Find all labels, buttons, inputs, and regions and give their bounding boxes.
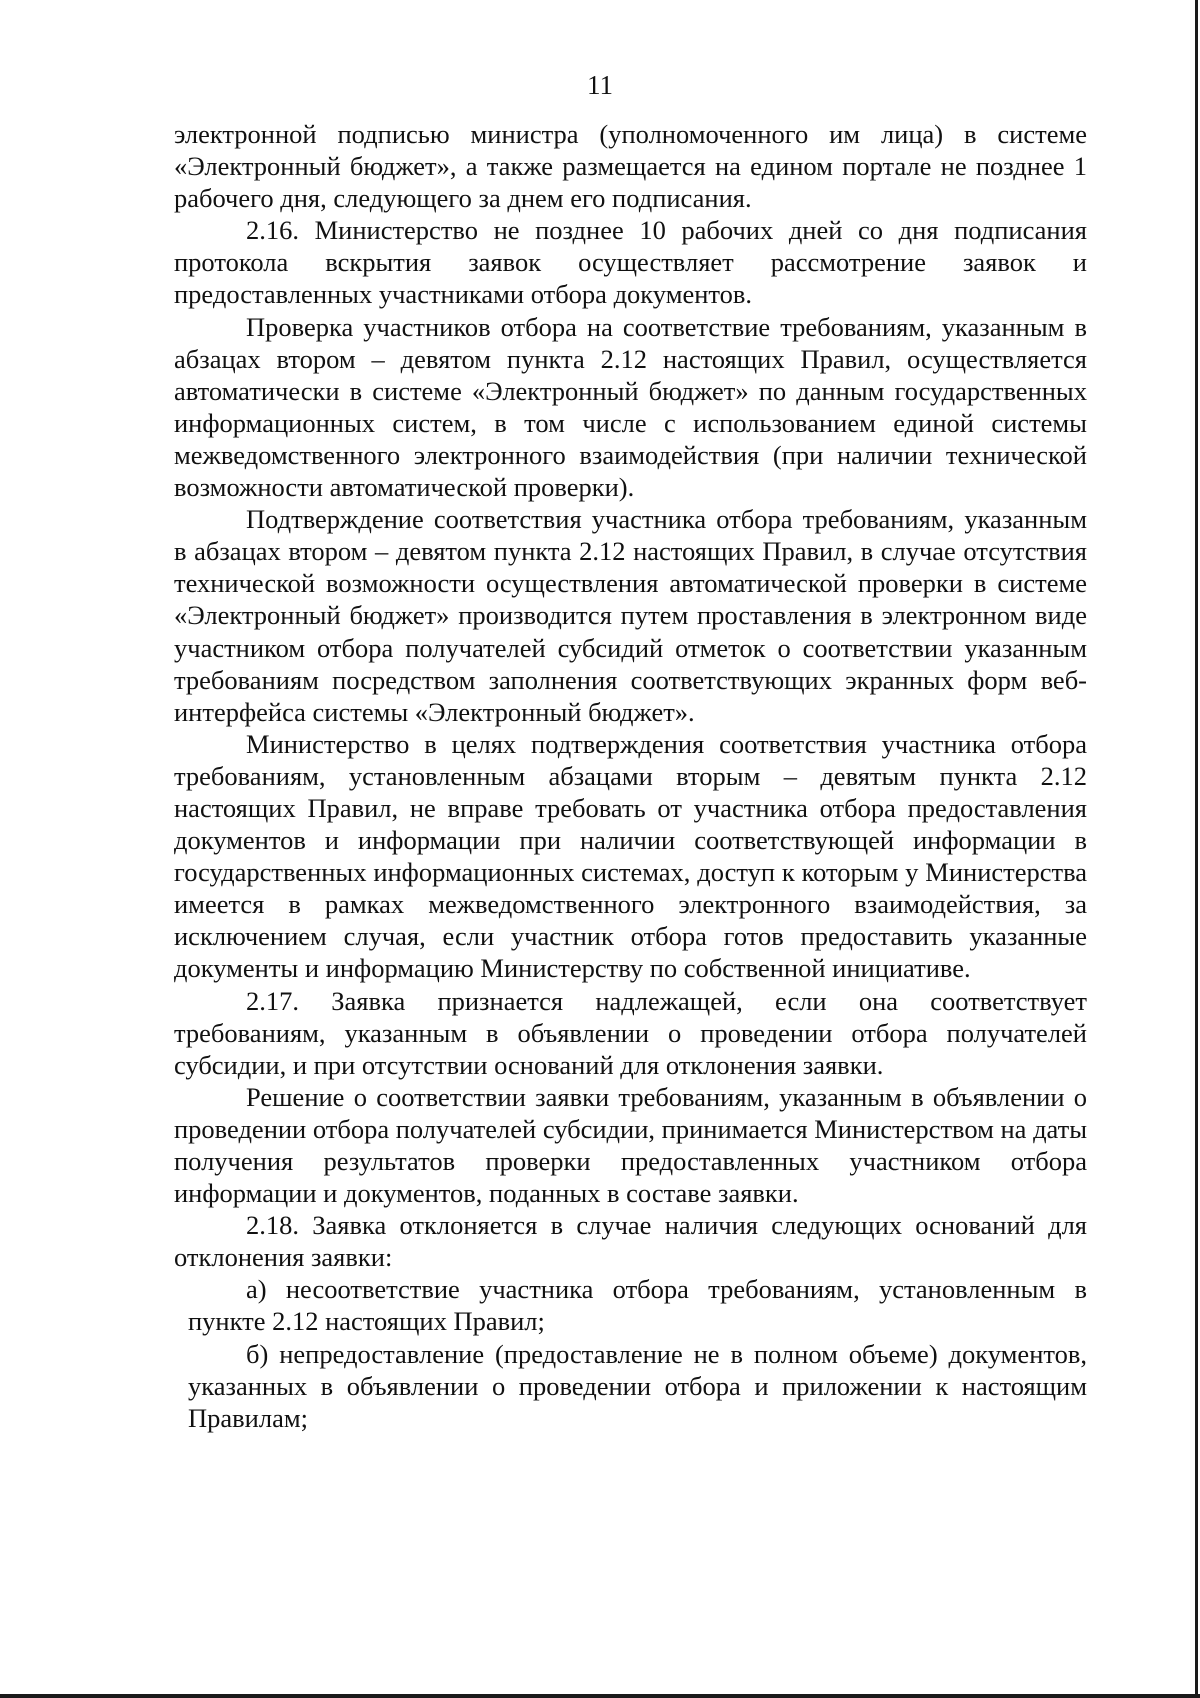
paragraph-automatic-check: Проверка участников отбора на соответствие требованиям, указанным в абзацах втором – девятом пункта 2.12 настоящих Правил, осуществляется автоматически в системе «Электронный бюджет» по данным государственных информационных систем, в том числе с использованием единой системы межведомственного электронного взаимодействия (при наличии технической возможности автоматической проверки). — [174, 311, 1087, 503]
scan-edge-bottom — [0, 1694, 1200, 1698]
paragraph-ministry-restriction: Министерство в целях подтверждения соответствия участника отбора требованиям, установленным абзацами вторым – девятым пункта 2.12 настоящих Правил, не вправе требовать от участника отбора предоставления документов и информации при наличии соответствующей информации в государственных информационных системах, доступ к которым у Министерства имеется в рамках межведомственного электронного взаимодействия, за исключением случая, если участник отбора готов предоставить указанные документы и информацию Министерству по собственной инициативе. — [174, 728, 1087, 984]
paragraph-decision: Решение о соответствии заявки требованиям, указанным в объявлении о проведении отбора получателей субсидии, принимается Министерством на даты получения результатов проверки предоставленных участником отбора информации и документов, поданных в составе заявки. — [174, 1081, 1088, 1209]
paragraph-2-18: 2.18. Заявка отклоняется в случае наличия следующих оснований для отклонения заявки: — [174, 1210, 1087, 1273]
list-item-b: б) непредоставление (предоставление не в полном объеме) документов, указанных в объявлении о проведении отбора и приложении к настоящим Правилам; — [188, 1338, 1087, 1433]
page-number: 11 — [587, 70, 613, 100]
paragraph-continuation: электронной подписью министра (уполномоченного им лица) в системе «Электронный бюджет», а также размещается на едином портале не позднее 1 рабочего дня, следующего за днем его подписания. — [174, 119, 1087, 214]
scan-edge-right — [1195, 0, 1198, 1698]
list-item-a: а) несоответствие участника отбора требованиям, установленным в пункте 2.12 настоящих Правил; — [188, 1274, 1087, 1337]
paragraph-confirmation: Подтверждение соответствия участника отбора требованиям, указанным в абзацах втором – девятом пункта 2.12 настоящих Правил, в случае отсутствия технической возможности осуществления автоматической проверки в системе «Электронный бюджет» производится путем проставления в электронном виде участником отбора получателей субсидий отметок о соответствии указанным требованиям посредством заполнения соответствующих экранных форм веб-интерфейса системы «Электронный бюджет». — [174, 504, 1087, 727]
paragraph-2-16: 2.16. Министерство не позднее 10 рабочих дней со дня подписания протокола вскрытия заявок осуществляет рассмотрение заявок и предоставленных участниками отбора документов. — [174, 215, 1087, 310]
document-body — [174, 118, 1087, 1434]
paragraph-2-17: 2.17. Заявка признается надлежащей, если она соответствует требованиям, указанным в объявлении о проведении отбора получателей субсидии, и при отсутствии оснований для отклонения заявки. — [174, 985, 1087, 1080]
